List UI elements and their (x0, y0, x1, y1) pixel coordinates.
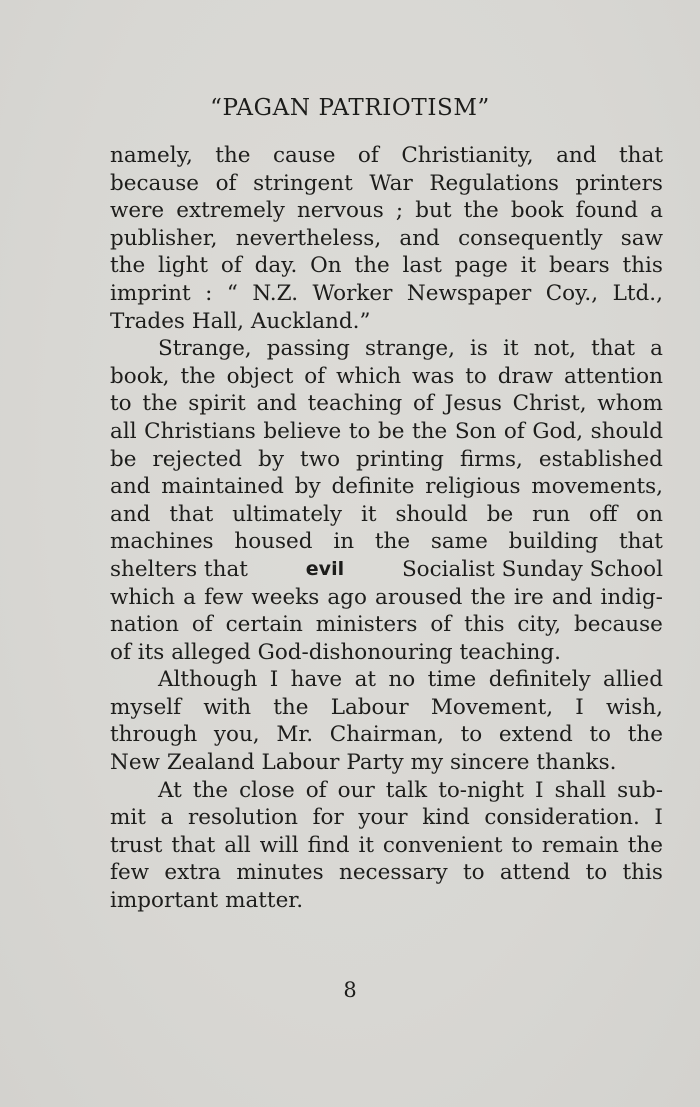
text-line: Although I have at no time definitely allied (158, 667, 663, 693)
body-text (110, 142, 663, 915)
text-line: book, the object of which was to draw attention (110, 363, 663, 389)
text-line: At the close of our talk to-night I shall sub- (158, 777, 663, 803)
text-line: and maintained by definite religious movements, (110, 474, 663, 500)
paragraph-2 (110, 335, 663, 666)
text-line: the light of day. On the last page it bears this (110, 253, 663, 279)
text-line: all Christians believe to be the Son of God, should (110, 418, 663, 444)
text-line: imprint : “ N.Z. Worker Newspaper Coy., Ltd., (110, 280, 663, 306)
text-line: machines housed in the same building that (110, 529, 663, 555)
text-line: because of stringent War Regulations printers (110, 170, 663, 196)
text-line: of its alleged God-dishonouring teaching. (110, 639, 561, 665)
text-line: nation of certain ministers of this city, because (110, 612, 663, 638)
text-line: namely, the cause of Christianity, and that (110, 143, 663, 168)
page-number: 8 (343, 978, 357, 1002)
text-line: few extra minutes necessary to attend to this (110, 860, 663, 886)
text-line: which a few weeks ago aroused the ire and indig- (110, 584, 663, 610)
running-header: “PAGAN PATRIOTISM” (210, 95, 490, 121)
line-segment: shelters that (110, 556, 248, 582)
text-line: mit a resolution for your kind consideration. I (110, 805, 663, 831)
text-line: and that ultimately it should be run off on (110, 501, 663, 527)
text-line: through you, Mr. Chairman, to extend to the (110, 722, 663, 748)
text-line: to the spirit and teaching of Jesus Christ, whom (110, 391, 663, 417)
text-line: Strange, passing strange, is it not, that a (158, 336, 663, 362)
text-line: trust that all will find it convenient to remain the (110, 832, 663, 858)
text-line: were extremely nervous ; but the book found a (110, 198, 663, 224)
text-line: important matter. (110, 888, 304, 914)
text-line: publisher, nevertheless, and consequently saw (110, 225, 663, 251)
line-segment: Socialist Sunday School (401, 556, 663, 582)
text-line: Trades Hall, Auckland.” (110, 308, 371, 334)
paragraph-1 (110, 142, 663, 335)
text-line-with-bold (110, 556, 663, 584)
paragraph-4 (110, 777, 663, 915)
text-line: New Zealand Labour Party my sincere thanks. (110, 750, 617, 776)
text-line: be rejected by two printing firms, established (110, 446, 663, 472)
paragraph-3 (110, 666, 663, 776)
bold-word-evil: evil (305, 557, 345, 580)
text-line: myself with the Labour Movement, I wish, (110, 694, 663, 720)
